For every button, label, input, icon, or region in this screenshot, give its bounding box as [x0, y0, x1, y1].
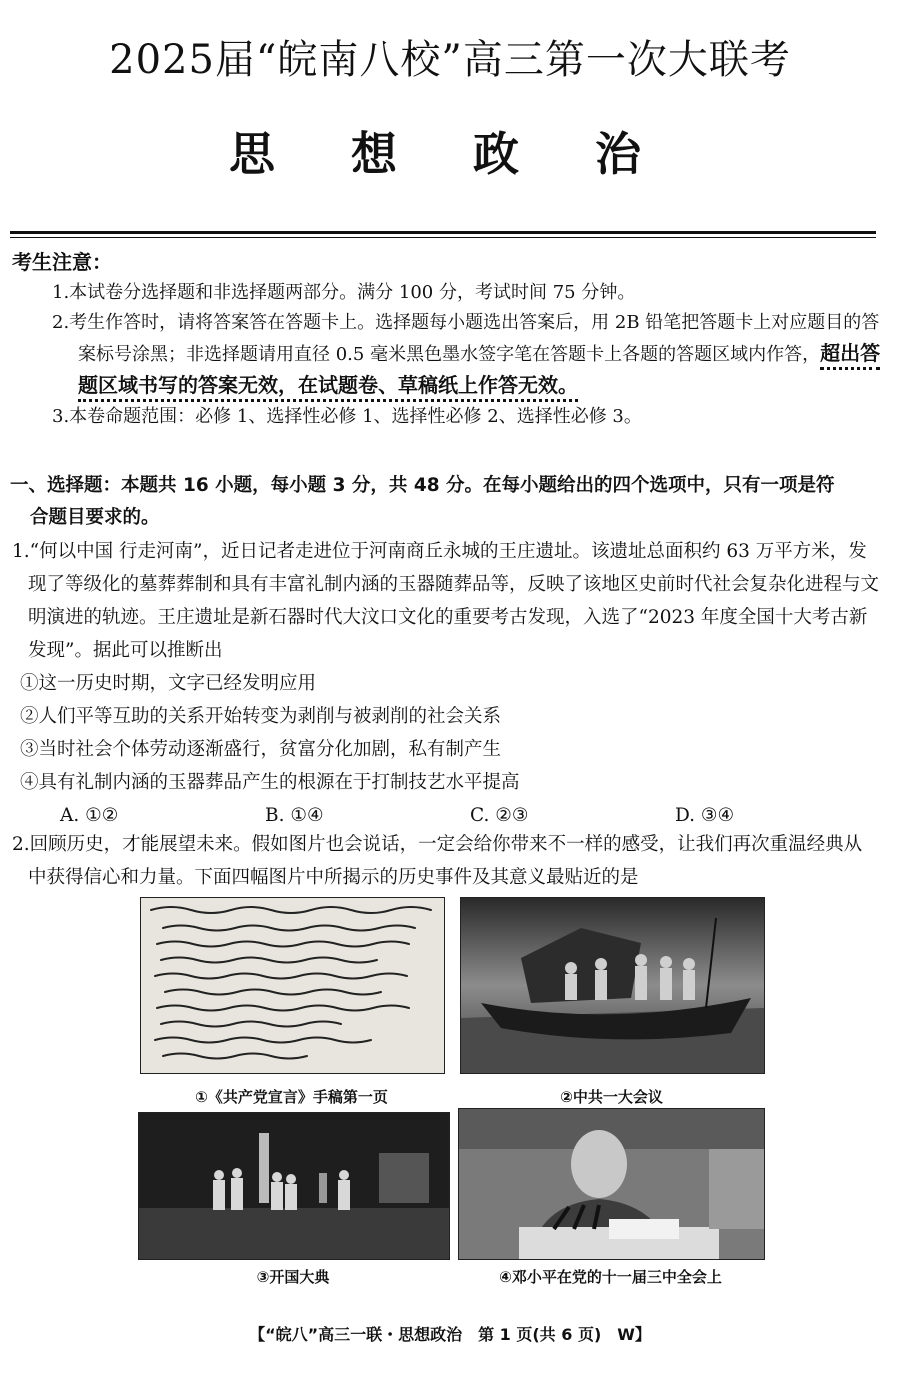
question-1-statement-2: ②人们平等互助的关系开始转变为剥削与被剥削的社会关系	[20, 706, 502, 727]
figure-first-congress	[460, 897, 765, 1074]
manuscript-image	[141, 898, 444, 1073]
question-1-stem: 1.“何以中国 行走河南”，近日记者走进位于河南商丘永城的王庄遗址。该遗址总面积约 63 万平方米，发现了等级化的墓葬葬制和具有丰富礼制内涵的玉器随葬品等，反映了该地区史前时代社会复杂化进程与文明演进的轨迹。王庄遗址是新石器时代大汶口文化的重要考古发现，入选了“2023 年度全国十大考古新发现”。据此可以推断出	[12, 541, 880, 661]
notice-item-2	[52, 308, 882, 402]
page-footer: 【“皖八”高三一联・思想政治 第 1 页(共 6 页) W】	[249, 1325, 651, 1344]
option-d: D. ③④	[675, 805, 735, 826]
option-c: C. ②③	[470, 805, 529, 826]
notice-item-2-emphasis: 超出答题区域书写的答案无效，在试题卷、草稿纸上作答无效。	[78, 341, 880, 402]
section-1-heading	[10, 470, 880, 534]
boat-painting-image	[461, 898, 764, 1073]
founding-ceremony-image	[139, 1113, 449, 1259]
option-a: A. ①②	[60, 805, 119, 826]
question-1	[12, 535, 880, 832]
figure-3-caption: ③开国大典	[256, 1268, 330, 1286]
figure-founding-ceremony	[138, 1112, 450, 1260]
figure-1-caption: ①《共产党宣言》手稿第一页	[195, 1088, 388, 1106]
notice-item-2-text: 2.考生作答时，请将答案答在答题卡上。选择题每小题选出答案后，用 2B 铅笔把答题卡上对应题目的答案标号涂黑；非选择题请用直径 0.5 毫米黑色墨水签字笔在答题卡上各题的答题区域内作答，	[52, 312, 880, 365]
figure-2-caption: ②中共一大会议	[560, 1088, 663, 1106]
question-1-statement-4: ④具有礼制内涵的玉器葬品产生的根源在于打制技艺水平提高	[20, 772, 520, 793]
figure-manifesto-manuscript	[140, 897, 445, 1074]
question-2-stem: 2.回顾历史，才能展望未来。假如图片也会说话，一定会给你带来不一样的感受，让我们再次重温经典从中获得信心和力量。下面四幅图片中所揭示的历史事件及其意义最贴近的是	[12, 834, 863, 888]
question-2	[12, 828, 880, 894]
question-1-statement-1: ①这一历史时期，文字已经发明应用	[20, 673, 317, 694]
section-1-line-2: 合题目要求的。	[30, 507, 160, 528]
figure-third-plenum	[458, 1108, 765, 1260]
notice-heading: 考生注意：	[12, 250, 112, 274]
question-1-statement-3: ③当时社会个体劳动逐渐盛行，贫富分化加剧，私有制产生	[20, 739, 502, 760]
exam-title: 2025届“皖南八校”高三第一次大联考	[109, 37, 791, 83]
section-1-line-1: 一、选择题：本题共 16 小题，每小题 3 分，共 48 分。在每小题给出的四个选项中，只有一项是符	[10, 475, 835, 496]
option-b: B. ①④	[265, 805, 324, 826]
notice-item-3: 3.本卷命题范围：必修 1、选择性必修 1、选择性必修 2、选择性必修 3。	[52, 406, 642, 427]
third-plenum-image	[459, 1109, 764, 1259]
figure-4-caption: ④邓小平在党的十一届三中全会上	[499, 1268, 722, 1286]
header-rule-thin	[10, 237, 876, 238]
subject-title: 思 想 政 治	[228, 127, 672, 181]
notice-list	[52, 278, 882, 432]
header-rule-thick	[10, 231, 876, 234]
notice-item-1: 1.本试卷分选择题和非选择题两部分。满分 100 分，考试时间 75 分钟。	[52, 282, 636, 303]
